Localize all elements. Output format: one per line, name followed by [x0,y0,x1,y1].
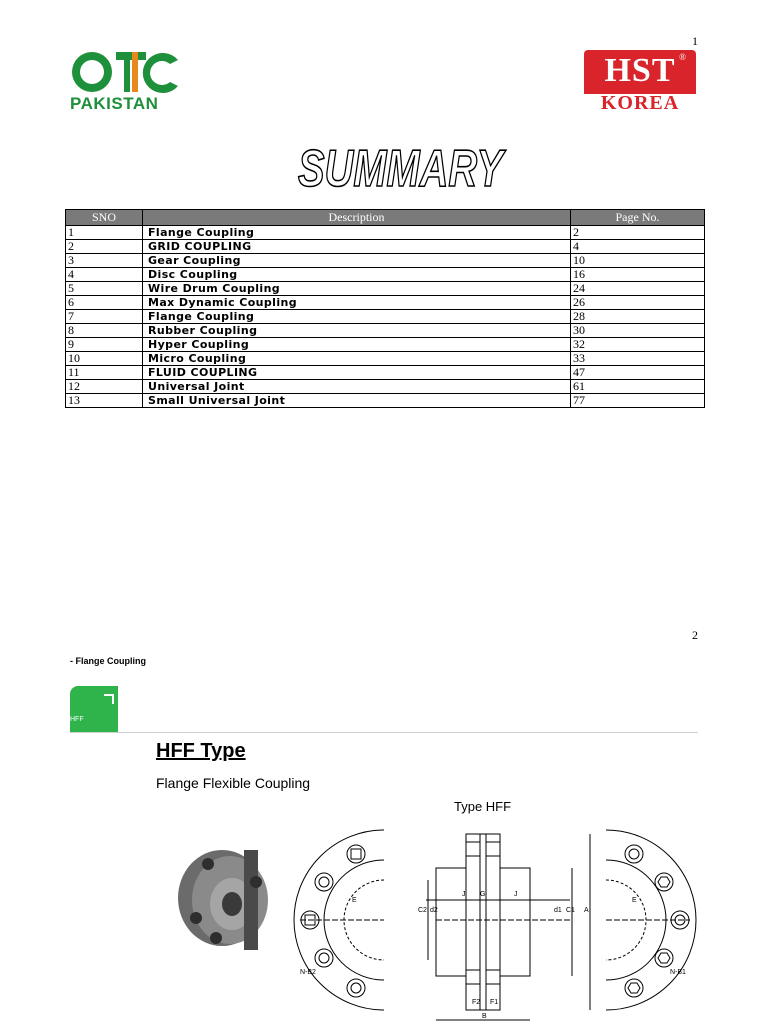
table-cell-page: 28 [571,310,705,324]
registered-mark: ® [679,52,686,62]
dim-g: G [480,891,486,898]
hst-logo-text: HST [604,52,676,89]
table-cell-page: 61 [571,380,705,394]
flange-right-view [606,830,696,1010]
table-cell-desc: Small Universal Joint [143,394,571,408]
header-description: Description [143,210,571,226]
dim-n-b2: N-B2 [300,969,316,976]
dim-f2: F2 [472,999,481,1006]
table-row [66,310,705,324]
table-cell-page: 16 [571,268,705,282]
corner-arrow-icon [104,694,114,704]
table-cell-page: 32 [571,338,705,352]
table-cell-desc: Gear Coupling [143,254,571,268]
table-cell-sno: 10 [66,352,143,366]
page-subtitle: Flange Flexible Coupling [156,775,311,791]
table-row [66,296,705,310]
table-row [66,240,705,254]
summary-table [65,209,705,408]
table-row [66,352,705,366]
table-row [66,338,705,352]
table-cell-page: 10 [571,254,705,268]
dim-e-right: E [632,897,637,904]
table-row [66,268,705,282]
dim-j-right: J [514,891,518,898]
table-cell-sno: 13 [66,394,143,408]
table-cell-desc: GRID COUPLING [143,240,571,254]
table-cell-page: 2 [571,226,705,240]
dim-n-b1: N-B1 [670,969,686,976]
table-cell-sno: 5 [66,282,143,296]
table-cell-desc: Flange Coupling [143,310,571,324]
korea-logo-text: KOREA [600,92,680,114]
dim-j-left: J [462,891,466,898]
table-row [66,226,705,240]
table-cell-sno: 6 [66,296,143,310]
dim-e-left: E [352,897,357,904]
summary-heading [290,136,510,196]
table-cell-sno: 8 [66,324,143,338]
table-cell-sno: 7 [66,310,143,324]
header-page-no: Page No. [571,210,705,226]
otc-logo-word: PAKISTAN [70,94,159,113]
table-row [66,324,705,338]
page-number-2: 2 [692,628,698,642]
table-cell-sno: 1 [66,226,143,240]
drawing-title: Type HFF [454,799,512,814]
table-header-row [66,210,705,226]
dim-a: A [584,907,589,914]
table-cell-sno: 12 [66,380,143,394]
dim-c2: C2 [418,907,427,914]
side-section-view [426,834,590,1020]
table-cell-page: 33 [571,352,705,366]
table-cell-desc: Micro Coupling [143,352,571,366]
table-cell-desc: Rubber Coupling [143,324,571,338]
dim-b: B [482,1013,487,1020]
table-cell-sno: 3 [66,254,143,268]
page-number: 1 [692,34,698,48]
dim-d2: d2 [430,907,438,914]
flange-left-view [294,830,384,1010]
table-row [66,254,705,268]
section-label: - Flange Coupling [70,656,146,666]
table-cell-sno: 11 [66,366,143,380]
table-body [66,226,705,408]
hff-tab-label: HFF [70,716,84,723]
hst-korea-logo [584,50,696,114]
table-cell-sno: 4 [66,268,143,282]
table-cell-page: 77 [571,394,705,408]
summary-heading-text: SUMMARY [298,140,507,198]
table-row [66,366,705,380]
dim-f1: F1 [490,999,499,1006]
table-cell-desc: Universal Joint [143,380,571,394]
table-cell-desc: Max Dynamic Coupling [143,296,571,310]
hff-tab [70,686,118,732]
table-cell-desc: Hyper Coupling [143,338,571,352]
table-cell-page: 47 [571,366,705,380]
table-row [66,380,705,394]
table-cell-desc: Flange Coupling [143,226,571,240]
divider [70,732,698,733]
table-cell-desc: Wire Drum Coupling [143,282,571,296]
dim-c1: C1 [566,907,575,914]
table-cell-page: 30 [571,324,705,338]
table-row [66,394,705,408]
table-cell-sno: 9 [66,338,143,352]
page-title: HFF Type [156,740,246,762]
table-cell-page: 26 [571,296,705,310]
dim-d1: d1 [554,907,562,914]
table-cell-desc: FLUID COUPLING [143,366,571,380]
table-cell-sno: 2 [66,240,143,254]
hff-technical-drawing [160,820,700,1024]
table-cell-page: 4 [571,240,705,254]
coupling-photo [178,850,268,950]
table-row [66,282,705,296]
table-cell-desc: Disc Coupling [143,268,571,282]
table-cell-page: 24 [571,282,705,296]
header-sno: SNO [66,210,143,226]
